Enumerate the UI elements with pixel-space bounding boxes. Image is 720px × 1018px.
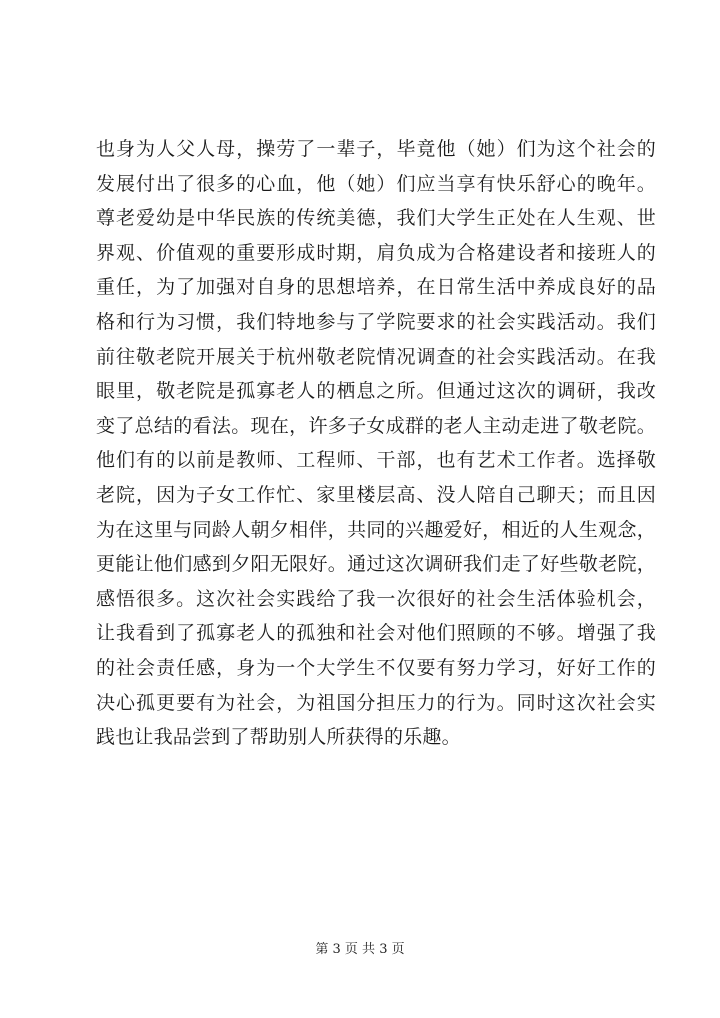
text-line: 感悟很多。这次社会实践给了我一次很好的社会生活体验机会， <box>96 587 656 610</box>
body-paragraph <box>96 132 656 755</box>
text-line: 老院，因为子女工作忙、家里楼层高、没人陪自己聊天；而且因 <box>96 483 656 506</box>
text-line: 让我看到了孤寡老人的孤独和社会对他们照顾的不够。增强了我 <box>96 622 656 645</box>
text-line: 更能让他们感到夕阳无限好。通过这次调研我们走了好些敬老院， <box>96 553 656 576</box>
text-line: 格和行为习惯，我们特地参与了学院要求的社会实践活动。我们 <box>96 310 656 333</box>
text-line: 前往敬老院开展关于杭州敬老院情况调查的社会实践活动。在我 <box>96 345 656 368</box>
text-line: 他们有的以前是教师、工程师、干部，也有艺术工作者。选择敬 <box>96 449 656 472</box>
text-line: 发展付出了很多的心血，他（她）们应当享有快乐舒心的晚年。 <box>96 172 656 195</box>
text-line: 重任，为了加强对自身的思想培养，在日常生活中养成良好的品 <box>96 276 656 299</box>
page-number-footer: 第 3 页 共 3 页 <box>315 942 405 957</box>
text-line: 决心孤更要有为社会，为祖国分担压力的行为。同时这次社会实 <box>96 691 656 714</box>
text-line: 眼里，敬老院是孤寡老人的栖息之所。但通过这次的调研，我改 <box>96 380 656 403</box>
text-line: 为在这里与同龄人朝夕相伴，共同的兴趣爱好，相近的人生观念， <box>96 518 656 541</box>
text-line: 变了总结的看法。现在，许多子女成群的老人主动走进了敬老院。 <box>96 414 656 437</box>
text-line: 尊老爱幼是中华民族的传统美德，我们大学生正处在人生观、世 <box>96 207 656 230</box>
text-line: 界观、价值观的重要形成时期，肩负成为合格建设者和接班人的 <box>96 241 656 264</box>
text-line: 也身为人父人母，操劳了一辈子，毕竟他（她）们为这个社会的 <box>96 138 656 160</box>
text-line: 践也让我品尝到了帮助别人所获得的乐趣。 <box>96 726 461 749</box>
text-line: 的社会责任感，身为一个大学生不仅要有努力学习，好好工作的 <box>96 656 656 679</box>
